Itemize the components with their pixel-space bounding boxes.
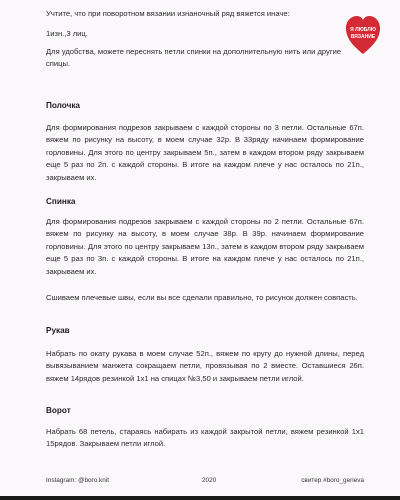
footer-tag: свитер #boro_geneva	[301, 477, 364, 484]
section-title-polochka: Полочка	[46, 101, 80, 110]
heart-icon	[344, 14, 382, 56]
section-text-rukav: Набрать по окату рукава в моем случае 52п., вяжем по кругу до нужной длины, перед вывязыванием манжета сокращаем петли, провязывая по 2 вместе. Оставшиеся 26п. вяжем 14рядов резинкой 1х1 на спицах №3,50 и закрываем петли иглой.	[46, 349, 364, 383]
section-text-polochka: Для формирования подрезов закрываем с каждой стороны по 3 петли. Остальные 67п. вяжем по рисунку на высоту, в моем случае 32р. В 33ряду начинаем формирование горловины. Для этого по центру закрываем 5п., затем в каждом втором ряду закрываем еще 5 раз по 2п. с каждой стороны. В итоге на каждом плече у нас осталось по 21п., закрываем их.	[46, 123, 364, 182]
intro-line-1: Учтите, что при поворотном вязании изнаночный ряд вяжется иначе:	[46, 9, 290, 18]
logo-badge	[344, 14, 382, 56]
footer-instagram: Instagram: @boro.knit	[46, 477, 109, 484]
intro-line-2: 1изн.,3 лиц.	[46, 29, 88, 38]
section-title-vorot: Ворот	[46, 406, 71, 415]
intro-line-3: Для удобства, можете переснять петли спинки на дополнительную нить или другие спицы.	[46, 47, 342, 69]
section-title-rukav: Рукав	[46, 326, 70, 335]
section-note-spinka: Сшиваем плечевые швы, если вы все сделали правильно, то рисунок должен совпасть.	[46, 293, 358, 302]
section-text-vorot: Набрать 68 петель, стараясь набирать из каждой закрытой петли, вяжем резинкой 1х1 15рядов. Закрываем петли иглой.	[46, 427, 364, 449]
svg-text:Я ЛЮБЛЮ: Я ЛЮБЛЮ	[350, 27, 376, 33]
svg-text:ВЯЗАНИЕ: ВЯЗАНИЕ	[350, 34, 376, 40]
footer-year: 2020	[202, 477, 217, 484]
section-title-spinka: Спинка	[46, 197, 76, 206]
section-text-spinka: Для формирования подрезов закрываем с каждой стороны по 2 петли. Остальные 67п. вяжем по рисунку на высоту, в моем случае 38р. В 39р. начинаем формирование горловины. Для этого по центру закрываем 13п., затем в каждом втором ряду закрываем еще 5 раз по 3п. с каждой стороны. В итоге на каждом плече у нас осталось по 21п., закрываем их.	[46, 217, 364, 276]
